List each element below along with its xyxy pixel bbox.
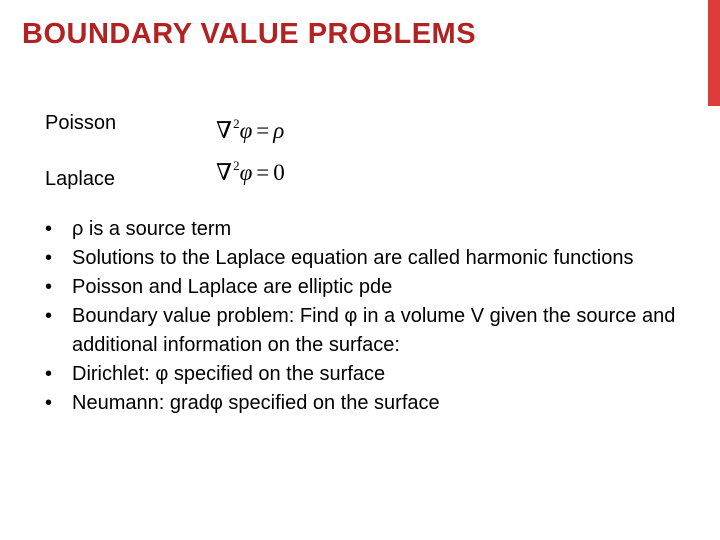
formula-lhs: φ	[239, 160, 253, 185]
slide-title: BOUNDARY VALUE PROBLEMS	[22, 18, 477, 50]
equals-sign: =	[256, 160, 270, 185]
bullet-item: • Boundary value problem: Find φ in a volume V given the source and additional information on the surface:	[45, 302, 685, 360]
power: 2	[233, 158, 240, 173]
accent-bar	[708, 0, 720, 106]
bullet-item: • ρ is a source term	[45, 215, 685, 244]
power: 2	[233, 116, 240, 131]
bullet-list	[45, 215, 685, 418]
formula-lhs: φ	[239, 118, 253, 143]
poisson-label: Poisson	[45, 112, 117, 134]
laplace-formula	[216, 160, 285, 189]
bullet-item: • Poisson and Laplace are elliptic pde	[45, 273, 685, 302]
nabla-symbol: ∇	[216, 160, 233, 185]
laplace-label: Laplace	[45, 168, 116, 190]
bullet-item: • Solutions to the Laplace equation are called harmonic functions	[45, 244, 685, 273]
bullet-item: • Dirichlet: φ specified on the surface	[45, 360, 685, 389]
poisson-formula	[216, 118, 284, 147]
equals-sign: =	[256, 118, 270, 143]
formula-rhs: ρ	[273, 118, 285, 143]
formula-rhs: 0	[273, 160, 285, 185]
bullet-item: • Neumann: gradφ specified on the surface	[45, 389, 685, 418]
nabla-symbol: ∇	[216, 118, 233, 143]
